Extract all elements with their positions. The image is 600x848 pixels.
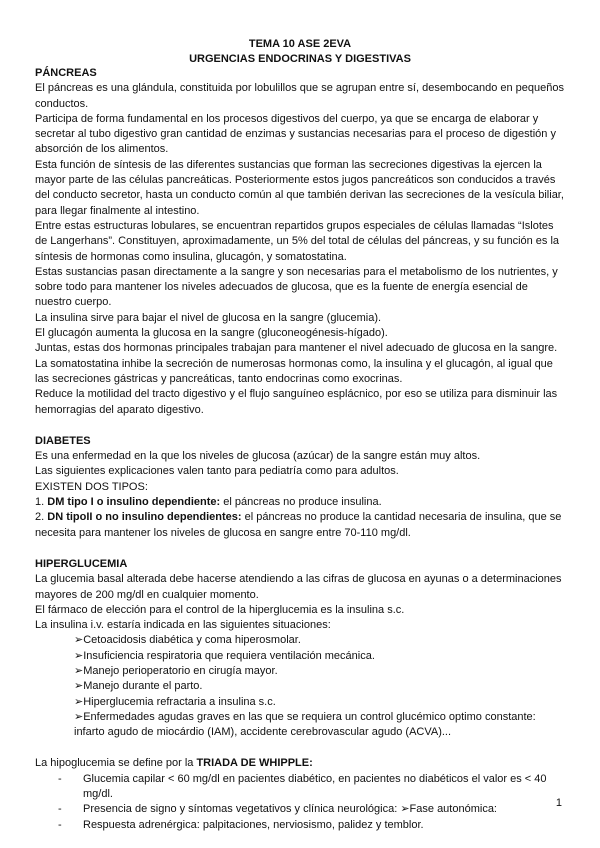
list-item: ➢Insuficiencia respiratoria que requiera ventilación mecánica. — [74, 649, 375, 662]
item-number: 2. — [35, 511, 45, 524]
whipple-criteria-list — [35, 772, 567, 833]
paragraph: Estas sustancias pasan directamente a la sangre y son necesarias para el metabolismo de los nutrientes, y sobre todo para mantener los niveles adecuados de glucosa, que es la fuente de energía esencial de nuestro cuerpo. — [35, 265, 558, 309]
paragraph: Es una enfermedad en la que los niveles de glucosa (azúcar) de la sangre están muy altos. — [35, 450, 481, 463]
paragraph: La glucemia basal alterada debe hacerse atendiendo a las cifras de glucosa en ayunas o a determinaciones mayores de 200 mg/dl en cualquier momento. — [35, 573, 562, 601]
list-item: ➢Cetoacidosis diabética y coma hiperosmolar. — [74, 634, 301, 647]
paragraph: El fármaco de elección para el control de la hiperglucemia es la insulina s.c. — [35, 603, 405, 616]
spacer — [35, 740, 567, 756]
spacer — [35, 418, 567, 434]
paragraph: La somatostatina inhibe la secreción de numerosas hormonas como, la insulina y el glucagón, al igual que las secreciones gástricas y pancreáticas, tanto endocrinas como exocrinas. — [35, 357, 553, 385]
intro-text: La hipoglucemia se define por la — [35, 757, 197, 770]
item-number: 1. — [35, 496, 45, 509]
spacer — [35, 541, 567, 557]
list-item: ➢Manejo perioperatorio en cirugía mayor. — [74, 664, 278, 677]
section-heading-hiperglucemia: HIPERGLUCEMIA — [35, 557, 128, 570]
list-item: ➢Hiperglucemia refractaria a insulina s.c. — [74, 695, 276, 708]
hipoglucemia-intro — [35, 756, 567, 771]
document-body — [35, 66, 567, 833]
item-label: DM tipo I o insulino dependiente: — [47, 496, 221, 509]
item-text: el páncreas no produce insulina. — [220, 496, 382, 509]
list-item: - Glucemia capilar < 60 mg/dl en pacientes diabético, en pacientes no diabéticos el valor es < 40 mg/dl. — [58, 772, 567, 803]
section-heading-diabetes: DIABETES — [35, 434, 91, 447]
paragraph: El páncreas es una glándula, constituida por lobulillos que se agrupan entre sí, desembocando en pequeños conductos. — [35, 82, 564, 110]
paragraph: Esta función de síntesis de las diferentes sustancias que forman las secreciones digestivas la ejercen la mayor parte de las células pancreáticas. Posteriormente estos jugos pancreáticos son conducidos a través del conducto secretor, hasta un conducto común al que también derivan las secreciones de la vesícula biliar, para llegar finalmente al intestino. — [35, 158, 564, 217]
diabetes-type-item — [35, 510, 567, 541]
paragraph: Reduce la motilidad del tracto digestivo y el flujo sanguíneo esplácnico, por eso se utiliza para disminuir las hemorragias del aparato digestivo. — [35, 388, 558, 416]
document-title: TEMA 10 ASE 2EVA — [248, 38, 352, 50]
situations-list — [35, 633, 567, 709]
item-label: DN tipoII o no insulino dependientes: — [47, 511, 242, 524]
diabetes-type-item — [35, 495, 567, 510]
paragraph: Entre estas estructuras lobulares, se encuentran repartidos grupos especiales de células llamadas “Islotes de Langerhans”. Constituyen, aproximadamente, un 5% del total de células del páncreas, y su función es la síntesis de hormonas como insulina, glucagón, y somatostatina. — [35, 219, 560, 263]
paragraph: El glucagón aumenta la glucosa en la sangre (gluconeogénesis-hígado). — [35, 327, 388, 340]
page-number: 1 — [555, 797, 562, 809]
item-text: el páncreas no produce la cantidad necesaria de insulina, que se necesita para mantener los niveles de glucosa en sangre entre 70-110 mg/dl. — [35, 511, 562, 539]
document-subtitle: URGENCIAS ENDOCRINAS Y DIGESTIVAS — [189, 53, 411, 65]
list-item: ➢Enfermedades agudas graves en las que se requiera un control glucémico optimo constante: infarto agudo de miocárdio (IAM), accidente cerebrovascular agudo (ACVA)... — [74, 710, 536, 739]
paragraph: Juntas, estas dos hormonas principales trabajan para mantener el nivel adecuado de glucosa en la sangre. — [35, 342, 558, 355]
list-item: - Respuesta adrenérgica: palpitaciones, nerviosismo, palidez y temblor. — [58, 818, 567, 833]
intro-bold-text: TRIADA DE WHIPPLE: — [196, 757, 313, 770]
section-heading-pancreas: PÁNCREAS — [35, 67, 97, 79]
paragraph: La insulina i.v. estaría indicada en las siguientes situaciones: — [35, 619, 331, 632]
list-item: - Presencia de signo y síntomas vegetativos y clínica neurológica: ➢Fase autonómica: — [58, 802, 567, 817]
paragraph: EXISTEN DOS TIPOS: — [35, 480, 148, 493]
list-item: ➢Manejo durante el parto. — [74, 680, 203, 693]
paragraph: La insulina sirve para bajar el nivel de glucosa en la sangre (glucemia). — [35, 311, 382, 324]
paragraph: Participa de forma fundamental en los procesos digestivos del cuerpo, ya que se encarga de elaborar y secretar al tubo digestivo gran cantidad de enzimas y sustancias necesarias para el proceso de digestión y absorción de los alimentos. — [35, 112, 556, 156]
paragraph: Las siguientes explicaciones valen tanto para pediatría como para adultos. — [35, 465, 399, 478]
